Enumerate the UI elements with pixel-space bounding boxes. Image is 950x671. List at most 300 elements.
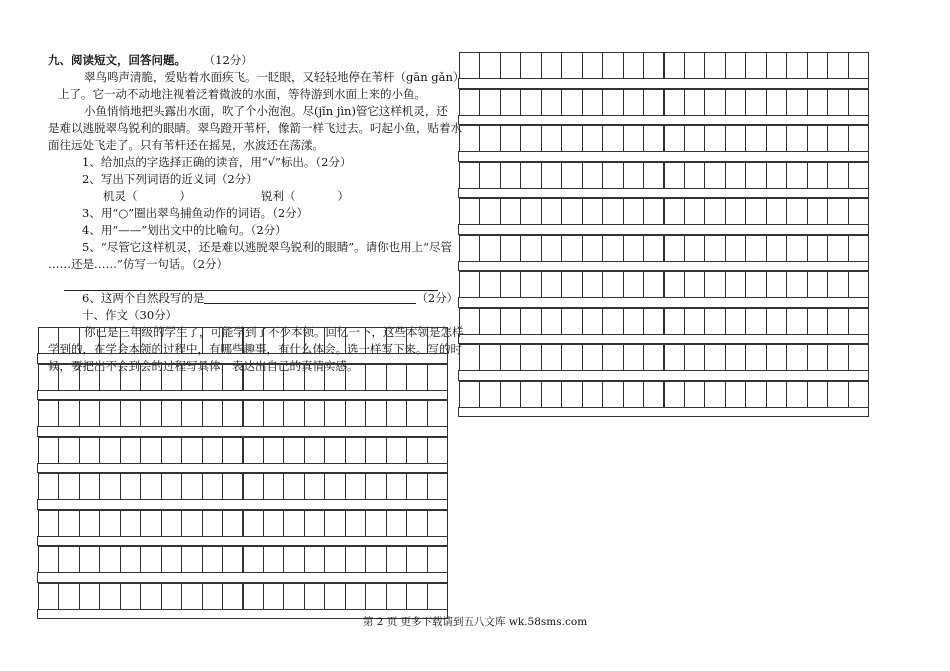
grid-cell[interactable] — [365, 510, 386, 537]
grid-cell[interactable] — [541, 198, 562, 225]
grid-cell[interactable] — [304, 437, 325, 464]
grid-cell[interactable] — [848, 381, 869, 408]
grid-cell[interactable] — [386, 400, 407, 427]
grid-cell[interactable] — [684, 125, 705, 152]
grid-cell[interactable] — [786, 125, 807, 152]
grid-cell[interactable] — [99, 437, 120, 464]
grid-cell[interactable] — [79, 583, 100, 610]
grid-cell[interactable] — [243, 364, 264, 391]
grid-cell[interactable] — [541, 308, 562, 335]
grid-cell[interactable] — [623, 344, 644, 371]
grid-cell[interactable] — [561, 162, 582, 189]
grid-cell[interactable] — [684, 308, 705, 335]
grid-cell[interactable] — [745, 381, 766, 408]
grid-cell[interactable] — [243, 327, 264, 354]
grid-cell[interactable] — [664, 344, 685, 371]
grid-cell[interactable] — [664, 125, 685, 152]
grid-cell[interactable] — [827, 381, 848, 408]
grid-cell[interactable] — [459, 235, 480, 262]
grid-cell[interactable] — [365, 583, 386, 610]
grid-cell[interactable] — [38, 364, 59, 391]
grid-cell[interactable] — [406, 437, 427, 464]
grid-cell[interactable] — [602, 235, 623, 262]
grid-cell[interactable] — [807, 162, 828, 189]
grid-cell[interactable] — [725, 235, 746, 262]
grid-cell[interactable] — [643, 52, 664, 79]
grid-cell[interactable] — [520, 381, 541, 408]
grid-cell[interactable] — [181, 400, 202, 427]
grid-cell[interactable] — [406, 473, 427, 500]
grid-cell[interactable] — [324, 583, 345, 610]
grid-cell[interactable] — [202, 364, 223, 391]
grid-cell[interactable] — [38, 510, 59, 537]
grid-cell[interactable] — [304, 364, 325, 391]
grid-cell[interactable] — [602, 125, 623, 152]
grid-cell[interactable] — [500, 52, 521, 79]
grid-cell[interactable] — [365, 400, 386, 427]
grid-cell[interactable] — [684, 52, 705, 79]
grid-cell[interactable] — [807, 271, 828, 298]
grid-cell[interactable] — [704, 52, 725, 79]
grid-cell[interactable] — [58, 510, 79, 537]
grid-cell[interactable] — [140, 364, 161, 391]
grid-cell[interactable] — [704, 381, 725, 408]
grid-cell[interactable] — [38, 546, 59, 573]
grid-cell[interactable] — [561, 381, 582, 408]
grid-cell[interactable] — [99, 510, 120, 537]
grid-cell[interactable] — [79, 510, 100, 537]
grid-cell[interactable] — [602, 89, 623, 116]
grid-cell[interactable] — [386, 364, 407, 391]
grid-cell[interactable] — [386, 327, 407, 354]
grid-cell[interactable] — [541, 89, 562, 116]
grid-cell[interactable] — [623, 235, 644, 262]
grid-cell[interactable] — [643, 344, 664, 371]
grid-cell[interactable] — [243, 546, 264, 573]
grid-cell[interactable] — [541, 381, 562, 408]
grid-cell[interactable] — [500, 198, 521, 225]
grid-cell[interactable] — [263, 546, 284, 573]
grid-cell[interactable] — [786, 235, 807, 262]
grid-cell[interactable] — [643, 162, 664, 189]
grid-cell[interactable] — [120, 437, 141, 464]
grid-cell[interactable] — [427, 437, 448, 464]
grid-cell[interactable] — [766, 308, 787, 335]
grid-cell[interactable] — [541, 125, 562, 152]
grid-cell[interactable] — [664, 52, 685, 79]
grid-cell[interactable] — [786, 271, 807, 298]
grid-cell[interactable] — [120, 546, 141, 573]
grid-cell[interactable] — [79, 400, 100, 427]
grid-cell[interactable] — [786, 308, 807, 335]
grid-cell[interactable] — [79, 327, 100, 354]
essay-grid-right[interactable] — [458, 52, 869, 426]
grid-cell[interactable] — [79, 473, 100, 500]
grid-cell[interactable] — [161, 364, 182, 391]
grid-cell[interactable] — [263, 510, 284, 537]
grid-cell[interactable] — [243, 437, 264, 464]
grid-cell[interactable] — [99, 473, 120, 500]
grid-cell[interactable] — [704, 271, 725, 298]
grid-cell[interactable] — [848, 89, 869, 116]
grid-cell[interactable] — [406, 510, 427, 537]
grid-cell[interactable] — [643, 125, 664, 152]
grid-cell[interactable] — [181, 546, 202, 573]
grid-cell[interactable] — [58, 400, 79, 427]
grid-cell[interactable] — [541, 52, 562, 79]
grid-cell[interactable] — [745, 89, 766, 116]
grid-cell[interactable] — [520, 344, 541, 371]
grid-cell[interactable] — [202, 546, 223, 573]
grid-cell[interactable] — [827, 52, 848, 79]
grid-cell[interactable] — [623, 125, 644, 152]
grid-cell[interactable] — [500, 271, 521, 298]
grid-cell[interactable] — [345, 400, 366, 427]
grid-cell[interactable] — [202, 473, 223, 500]
grid-cell[interactable] — [704, 125, 725, 152]
grid-cell[interactable] — [99, 583, 120, 610]
grid-cell[interactable] — [684, 198, 705, 225]
grid-cell[interactable] — [807, 235, 828, 262]
grid-cell[interactable] — [459, 271, 480, 298]
grid-cell[interactable] — [745, 271, 766, 298]
grid-cell[interactable] — [263, 327, 284, 354]
grid-cell[interactable] — [623, 52, 644, 79]
grid-cell[interactable] — [582, 308, 603, 335]
grid-cell[interactable] — [263, 400, 284, 427]
grid-cell[interactable] — [664, 198, 685, 225]
grid-cell[interactable] — [520, 198, 541, 225]
grid-cell[interactable] — [684, 89, 705, 116]
grid-cell[interactable] — [766, 344, 787, 371]
grid-cell[interactable] — [263, 473, 284, 500]
grid-cell[interactable] — [427, 473, 448, 500]
grid-cell[interactable] — [766, 381, 787, 408]
grid-cell[interactable] — [786, 198, 807, 225]
grid-cell[interactable] — [427, 327, 448, 354]
grid-cell[interactable] — [520, 162, 541, 189]
essay-grid-left[interactable] — [37, 327, 448, 615]
grid-cell[interactable] — [602, 344, 623, 371]
grid-cell[interactable] — [38, 437, 59, 464]
grid-cell[interactable] — [243, 510, 264, 537]
grid-cell[interactable] — [459, 52, 480, 79]
grid-cell[interactable] — [222, 583, 243, 610]
grid-cell[interactable] — [786, 344, 807, 371]
grid-cell[interactable] — [181, 510, 202, 537]
grid-cell[interactable] — [222, 510, 243, 537]
grid-cell[interactable] — [848, 162, 869, 189]
grid-cell[interactable] — [725, 89, 746, 116]
grid-cell[interactable] — [786, 162, 807, 189]
grid-cell[interactable] — [161, 400, 182, 427]
grid-cell[interactable] — [222, 327, 243, 354]
grid-cell[interactable] — [38, 400, 59, 427]
grid-cell[interactable] — [222, 364, 243, 391]
grid-cell[interactable] — [541, 235, 562, 262]
grid-cell[interactable] — [561, 308, 582, 335]
grid-cell[interactable] — [283, 364, 304, 391]
grid-cell[interactable] — [161, 473, 182, 500]
grid-cell[interactable] — [479, 89, 500, 116]
grid-cell[interactable] — [582, 235, 603, 262]
grid-cell[interactable] — [766, 52, 787, 79]
grid-cell[interactable] — [827, 271, 848, 298]
grid-cell[interactable] — [766, 125, 787, 152]
grid-cell[interactable] — [643, 308, 664, 335]
grid-cell[interactable] — [623, 271, 644, 298]
grid-cell[interactable] — [500, 125, 521, 152]
grid-cell[interactable] — [79, 437, 100, 464]
grid-cell[interactable] — [807, 381, 828, 408]
grid-cell[interactable] — [725, 198, 746, 225]
grid-cell[interactable] — [365, 364, 386, 391]
grid-cell[interactable] — [766, 89, 787, 116]
grid-cell[interactable] — [345, 437, 366, 464]
grid-cell[interactable] — [520, 89, 541, 116]
grid-cell[interactable] — [283, 546, 304, 573]
grid-cell[interactable] — [406, 327, 427, 354]
grid-cell[interactable] — [120, 583, 141, 610]
grid-cell[interactable] — [500, 235, 521, 262]
grid-cell[interactable] — [406, 546, 427, 573]
grid-cell[interactable] — [827, 235, 848, 262]
grid-cell[interactable] — [520, 125, 541, 152]
grid-cell[interactable] — [704, 308, 725, 335]
grid-cell[interactable] — [345, 364, 366, 391]
grid-cell[interactable] — [766, 162, 787, 189]
grid-cell[interactable] — [807, 52, 828, 79]
grid-cell[interactable] — [786, 381, 807, 408]
grid-cell[interactable] — [283, 437, 304, 464]
grid-cell[interactable] — [283, 327, 304, 354]
grid-cell[interactable] — [643, 198, 664, 225]
grid-cell[interactable] — [704, 89, 725, 116]
grid-cell[interactable] — [807, 89, 828, 116]
grid-cell[interactable] — [427, 546, 448, 573]
grid-cell[interactable] — [602, 308, 623, 335]
grid-cell[interactable] — [181, 583, 202, 610]
grid-cell[interactable] — [848, 271, 869, 298]
grid-cell[interactable] — [643, 381, 664, 408]
answer-blank[interactable] — [204, 291, 416, 304]
grid-cell[interactable] — [38, 473, 59, 500]
grid-cell[interactable] — [459, 198, 480, 225]
grid-cell[interactable] — [140, 327, 161, 354]
grid-cell[interactable] — [202, 437, 223, 464]
grid-cell[interactable] — [623, 89, 644, 116]
grid-cell[interactable] — [304, 510, 325, 537]
grid-cell[interactable] — [582, 125, 603, 152]
grid-cell[interactable] — [827, 344, 848, 371]
grid-cell[interactable] — [541, 344, 562, 371]
grid-cell[interactable] — [345, 327, 366, 354]
grid-cell[interactable] — [582, 381, 603, 408]
grid-cell[interactable] — [684, 271, 705, 298]
grid-cell[interactable] — [684, 235, 705, 262]
grid-cell[interactable] — [582, 344, 603, 371]
grid-cell[interactable] — [684, 381, 705, 408]
grid-cell[interactable] — [304, 400, 325, 427]
grid-cell[interactable] — [725, 162, 746, 189]
grid-cell[interactable] — [643, 271, 664, 298]
grid-cell[interactable] — [520, 271, 541, 298]
grid-cell[interactable] — [479, 52, 500, 79]
grid-cell[interactable] — [561, 52, 582, 79]
grid-cell[interactable] — [561, 271, 582, 298]
grid-cell[interactable] — [827, 125, 848, 152]
grid-cell[interactable] — [99, 364, 120, 391]
grid-cell[interactable] — [745, 235, 766, 262]
grid-cell[interactable] — [602, 52, 623, 79]
grid-cell[interactable] — [725, 125, 746, 152]
grid-cell[interactable] — [427, 364, 448, 391]
grid-cell[interactable] — [79, 364, 100, 391]
grid-cell[interactable] — [120, 473, 141, 500]
grid-cell[interactable] — [541, 271, 562, 298]
grid-cell[interactable] — [324, 473, 345, 500]
grid-cell[interactable] — [848, 125, 869, 152]
grid-cell[interactable] — [561, 344, 582, 371]
grid-cell[interactable] — [324, 546, 345, 573]
grid-cell[interactable] — [304, 327, 325, 354]
grid-cell[interactable] — [365, 437, 386, 464]
grid-cell[interactable] — [386, 583, 407, 610]
grid-cell[interactable] — [324, 327, 345, 354]
grid-cell[interactable] — [745, 198, 766, 225]
grid-cell[interactable] — [766, 271, 787, 298]
grid-cell[interactable] — [386, 546, 407, 573]
grid-cell[interactable] — [848, 52, 869, 79]
grid-cell[interactable] — [807, 308, 828, 335]
grid-cell[interactable] — [324, 510, 345, 537]
grid-cell[interactable] — [479, 271, 500, 298]
grid-cell[interactable] — [500, 89, 521, 116]
grid-cell[interactable] — [704, 162, 725, 189]
grid-cell[interactable] — [99, 327, 120, 354]
grid-cell[interactable] — [602, 271, 623, 298]
grid-cell[interactable] — [623, 308, 644, 335]
grid-cell[interactable] — [345, 546, 366, 573]
grid-cell[interactable] — [500, 344, 521, 371]
grid-cell[interactable] — [725, 381, 746, 408]
grid-cell[interactable] — [120, 400, 141, 427]
grid-cell[interactable] — [222, 473, 243, 500]
grid-cell[interactable] — [365, 327, 386, 354]
grid-cell[interactable] — [181, 473, 202, 500]
grid-cell[interactable] — [745, 52, 766, 79]
grid-cell[interactable] — [807, 344, 828, 371]
grid-cell[interactable] — [827, 89, 848, 116]
grid-cell[interactable] — [202, 583, 223, 610]
grid-cell[interactable] — [427, 510, 448, 537]
grid-cell[interactable] — [304, 583, 325, 610]
grid-cell[interactable] — [365, 473, 386, 500]
grid-cell[interactable] — [827, 162, 848, 189]
grid-cell[interactable] — [520, 308, 541, 335]
grid-cell[interactable] — [643, 89, 664, 116]
grid-cell[interactable] — [582, 198, 603, 225]
grid-cell[interactable] — [345, 583, 366, 610]
grid-cell[interactable] — [140, 510, 161, 537]
grid-cell[interactable] — [848, 344, 869, 371]
grid-cell[interactable] — [725, 271, 746, 298]
grid-cell[interactable] — [459, 125, 480, 152]
grid-cell[interactable] — [459, 381, 480, 408]
grid-cell[interactable] — [324, 364, 345, 391]
grid-cell[interactable] — [263, 583, 284, 610]
grid-cell[interactable] — [324, 400, 345, 427]
grid-cell[interactable] — [766, 235, 787, 262]
grid-cell[interactable] — [58, 473, 79, 500]
grid-cell[interactable] — [602, 198, 623, 225]
grid-cell[interactable] — [623, 198, 644, 225]
grid-cell[interactable] — [386, 473, 407, 500]
grid-cell[interactable] — [459, 162, 480, 189]
grid-cell[interactable] — [827, 308, 848, 335]
grid-cell[interactable] — [427, 400, 448, 427]
grid-cell[interactable] — [459, 89, 480, 116]
grid-cell[interactable] — [243, 400, 264, 427]
grid-cell[interactable] — [120, 510, 141, 537]
grid-cell[interactable] — [704, 198, 725, 225]
grid-cell[interactable] — [664, 308, 685, 335]
grid-cell[interactable] — [704, 344, 725, 371]
grid-cell[interactable] — [202, 327, 223, 354]
grid-cell[interactable] — [58, 364, 79, 391]
grid-cell[interactable] — [602, 381, 623, 408]
grid-cell[interactable] — [520, 52, 541, 79]
grid-cell[interactable] — [479, 162, 500, 189]
grid-cell[interactable] — [479, 308, 500, 335]
grid-cell[interactable] — [664, 89, 685, 116]
grid-cell[interactable] — [664, 162, 685, 189]
grid-cell[interactable] — [541, 162, 562, 189]
grid-cell[interactable] — [807, 125, 828, 152]
grid-cell[interactable] — [561, 125, 582, 152]
grid-cell[interactable] — [365, 546, 386, 573]
grid-cell[interactable] — [38, 327, 59, 354]
grid-cell[interactable] — [725, 52, 746, 79]
grid-cell[interactable] — [345, 510, 366, 537]
grid-cell[interactable] — [561, 235, 582, 262]
grid-cell[interactable] — [520, 235, 541, 262]
grid-cell[interactable] — [582, 162, 603, 189]
grid-cell[interactable] — [324, 437, 345, 464]
grid-cell[interactable] — [406, 400, 427, 427]
grid-cell[interactable] — [479, 198, 500, 225]
grid-cell[interactable] — [725, 344, 746, 371]
grid-cell[interactable] — [283, 473, 304, 500]
grid-cell[interactable] — [140, 400, 161, 427]
grid-cell[interactable] — [766, 198, 787, 225]
grid-cell[interactable] — [582, 271, 603, 298]
grid-cell[interactable] — [561, 89, 582, 116]
grid-cell[interactable] — [459, 344, 480, 371]
grid-cell[interactable] — [602, 162, 623, 189]
grid-cell[interactable] — [140, 437, 161, 464]
grid-cell[interactable] — [120, 364, 141, 391]
grid-cell[interactable] — [582, 89, 603, 116]
grid-cell[interactable] — [283, 583, 304, 610]
grid-cell[interactable] — [222, 437, 243, 464]
grid-cell[interactable] — [181, 437, 202, 464]
grid-cell[interactable] — [243, 583, 264, 610]
grid-cell[interactable] — [745, 344, 766, 371]
grid-cell[interactable] — [304, 546, 325, 573]
grid-cell[interactable] — [58, 546, 79, 573]
grid-cell[interactable] — [848, 235, 869, 262]
